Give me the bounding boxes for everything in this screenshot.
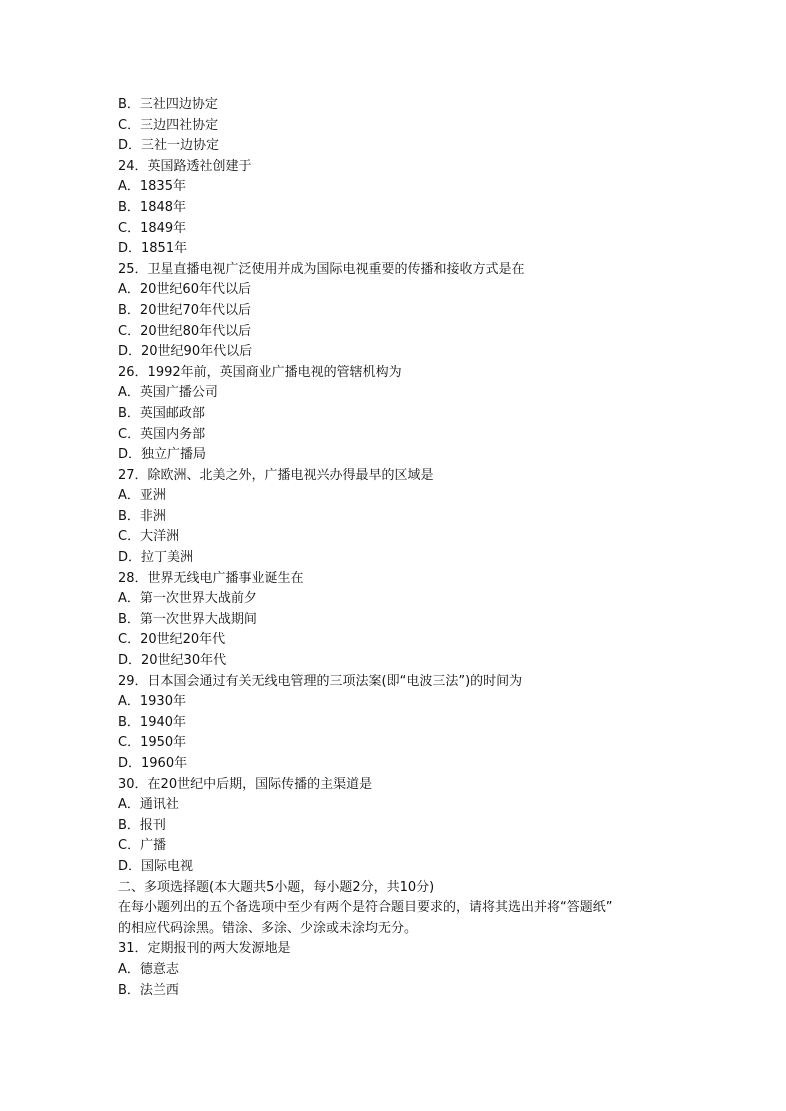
option-27-d: D．拉丁美洲: [118, 550, 194, 566]
option-29-c: C．1950年: [118, 735, 187, 751]
section-instructions-line-2: 的相应代码涂黑。错涂、多涂、少涂或未涂均无分。: [118, 920, 418, 936]
option-29-d: D．1960年: [118, 756, 188, 771]
option-27-a: A．亚洲: [118, 488, 166, 504]
option-24-a: A．1835年: [118, 179, 186, 195]
exam-text-block: [118, 95, 678, 1001]
option-27-b: B．非洲: [118, 508, 166, 524]
section-instructions-line-1: 在每小题列出的五个备选项中至少有两个是符合题目要求的，请将其选出并将“答题纸”: [118, 900, 613, 916]
option-27-c: C．大洋洲: [118, 529, 180, 545]
option-28-a: A．第一次世界大战前夕: [118, 591, 257, 607]
option-23-c: C．三边四社协定: [118, 117, 219, 133]
option-29-a: A．1930年: [118, 694, 186, 710]
option-25-a: A．20世纪60年代以后: [118, 282, 251, 298]
option-28-c: C．20世纪20年代: [118, 632, 226, 648]
question-29: 29．日本国会通过有关无线电管理的三项法案(即“电波三法”)的时间为: [118, 673, 523, 689]
option-31-a: A．德意志: [118, 961, 179, 977]
option-26-d: D．独立广播局: [118, 447, 207, 463]
question-26: 26．1992年前，英国商业广播电视的管辖机构为: [118, 364, 402, 380]
option-24-b: B．1848年: [118, 199, 187, 215]
option-26-a: A．英国广播公司: [118, 385, 218, 401]
option-24-c: C．1849年: [118, 220, 187, 236]
option-26-b: B．英国邮政部: [118, 405, 205, 421]
option-23-b: B．三社四边协定: [118, 97, 218, 112]
option-24-d: D．1851年: [118, 241, 188, 257]
option-30-b: B．报刊: [118, 817, 166, 833]
question-28: 28．世界无线电广播事业诞生在: [118, 570, 304, 586]
question-24: 24．英国路透社创建于: [118, 158, 252, 174]
option-30-d: D．国际电视: [118, 858, 194, 874]
option-25-c: C．20世纪80年代以后: [118, 323, 252, 339]
question-27: 27．除欧洲、北美之外，广播电视兴办得最早的区域是: [118, 467, 434, 483]
option-28-d: D．20世纪30年代: [118, 653, 227, 669]
question-25: 25．卫星直播电视广泛使用并成为国际电视重要的传播和接收方式是在: [118, 261, 525, 277]
option-31-b: B．法兰西: [118, 982, 179, 998]
option-25-d: D．20世纪90年代以后: [118, 344, 253, 360]
option-28-b: B．第一次世界大战期间: [118, 611, 257, 627]
option-25-b: B．20世纪70年代以后: [118, 302, 252, 318]
section-heading: 二、多项选择题(本大题共5小题，每小题2分，共10分): [118, 879, 435, 895]
option-23-d: D．三社一边协定: [118, 138, 220, 154]
question-31: 31．定期报刊的两大发源地是: [118, 941, 291, 957]
option-29-b: B．1940年: [118, 714, 187, 730]
option-30-a: A．通讯社: [118, 797, 179, 813]
option-30-c: C．广播: [118, 838, 167, 854]
option-26-c: C．英国内务部: [118, 426, 206, 442]
question-30: 30．在20世纪中后期，国际传播的主渠道是: [118, 776, 373, 792]
